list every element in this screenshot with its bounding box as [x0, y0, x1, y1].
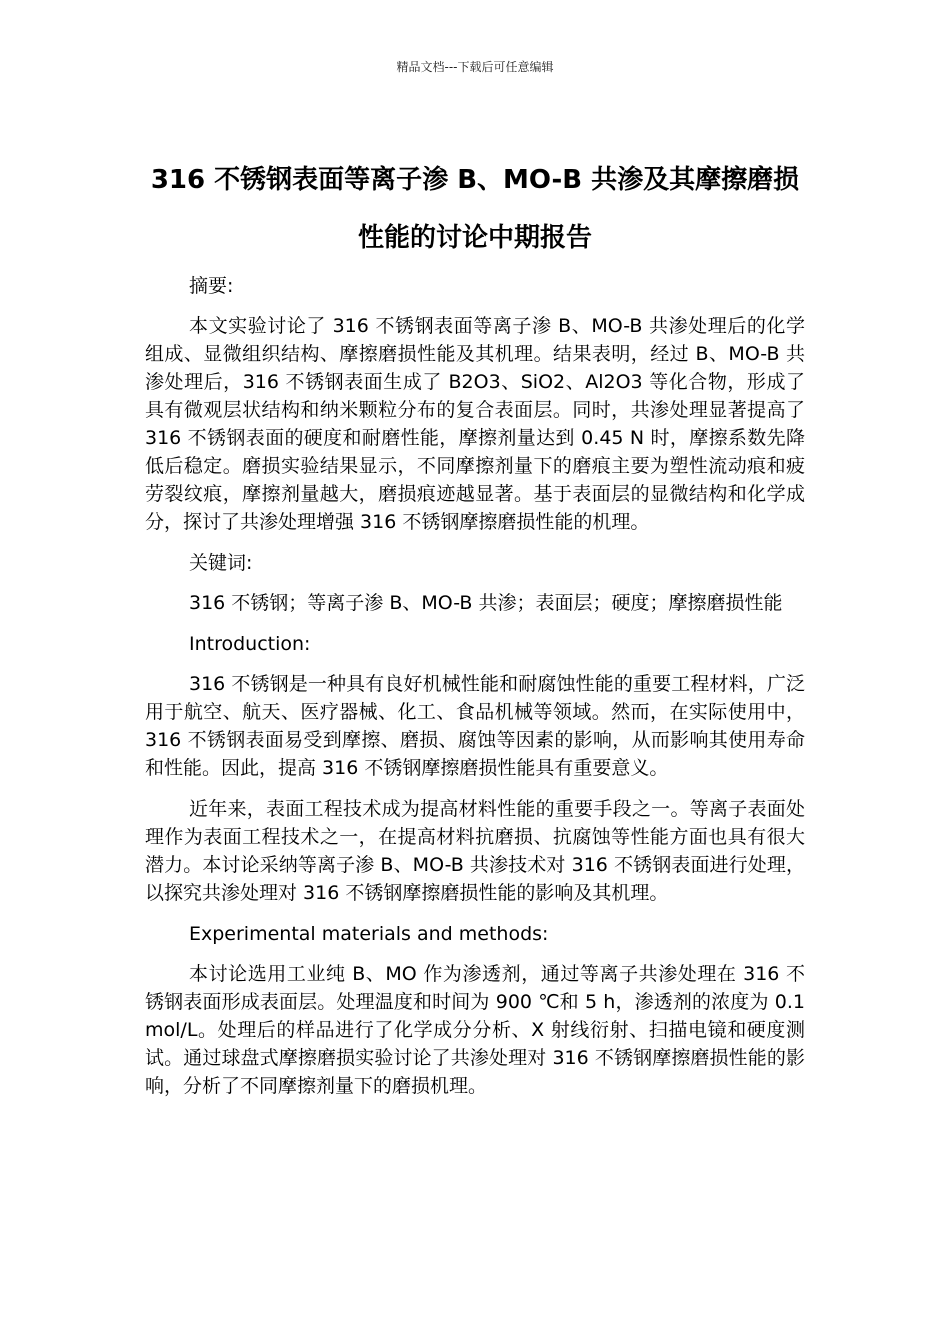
abstract-paragraph: 本文实验讨论了 316 不锈钢表面等离子渗 B、MO-B 共渗处理后的化学组成、显微组织结构、摩擦磨损性能及其机理。结果表明，经过 B、MO-B 共渗处理后，316 不锈钢表面生成了 B2O3、SiO2、Al2O3 等化合物，形成了具有微观层状结构和纳米颗粒分布的复合表面层。同时，共渗处理显著提高了 316 不锈钢表面的硬度和耐磨性能，摩擦剂量达到 0.45 N 时，摩擦系数先降低后稳定。磨损实验结果显示，不同摩擦剂量下的磨痕主要为塑性流动痕和疲劳裂纹痕，摩擦剂量越大，磨损痕迹越显著。基于表面层的显微结构和化学成分，探讨了共渗处理增强 316 不锈钢摩擦磨损性能的机理。 [145, 315, 805, 533]
methods-paragraph: 本讨论选用工业纯 B、MO 作为渗透剂，通过等离子共渗处理在 316 不锈钢表面形成表面层。处理温度和时间为 900 ℃和 5 h，渗透剂的浓度为 0.1 mol/L。处理后的样品进行了化学成分分析、X 射线衍射、扫描电镜和硬度测试。通过球盘式摩擦磨损实验讨论了共渗处理对 316 不锈钢摩擦磨损性能的影响，分析了不同摩擦剂量下的磨损机理。 [145, 963, 805, 1097]
document-title: 316 不锈钢表面等离子渗 B、MO-B 共渗及其摩擦磨损性能的讨论中期报告 [150, 165, 800, 254]
introduction-paragraph-1: 316 不锈钢是一种具有良好机械性能和耐腐蚀性能的重要工程材料，广泛用于航空、航天、医疗器械、化工、食品机械等领域。然而，在实际使用中，316 不锈钢表面易受到摩擦、磨损、腐蚀等因素的影响，从而影响其使用寿命和性能。因此，提高 316 不锈钢摩擦磨损性能具有重要意义。 [145, 673, 805, 779]
methods-label: Experimental materials and methods: [189, 923, 549, 945]
introduction-label: Introduction: [189, 633, 311, 655]
document-body [145, 272, 805, 1113]
introduction-paragraph-2: 近年来，表面工程技术成为提高材料性能的重要手段之一。等离子表面处理作为表面工程技术之一，在提高材料抗磨损、抗腐蚀等性能方面也具有很大潜力。本讨论采纳等离子渗 B、MO-B 共渗技术对 316 不锈钢表面进行处理，以探究共渗处理对 316 不锈钢摩擦磨损性能的影响及其机理。 [145, 798, 805, 904]
abstract-label: 摘要: [189, 275, 234, 297]
page-header: 精品文档---下载后可任意编辑 [396, 60, 554, 74]
keywords-label: 关键词: [189, 552, 253, 574]
keywords-paragraph: 316 不锈钢；等离子渗 B、MO-B 共渗；表面层；硬度；摩擦磨损性能 [189, 592, 783, 614]
